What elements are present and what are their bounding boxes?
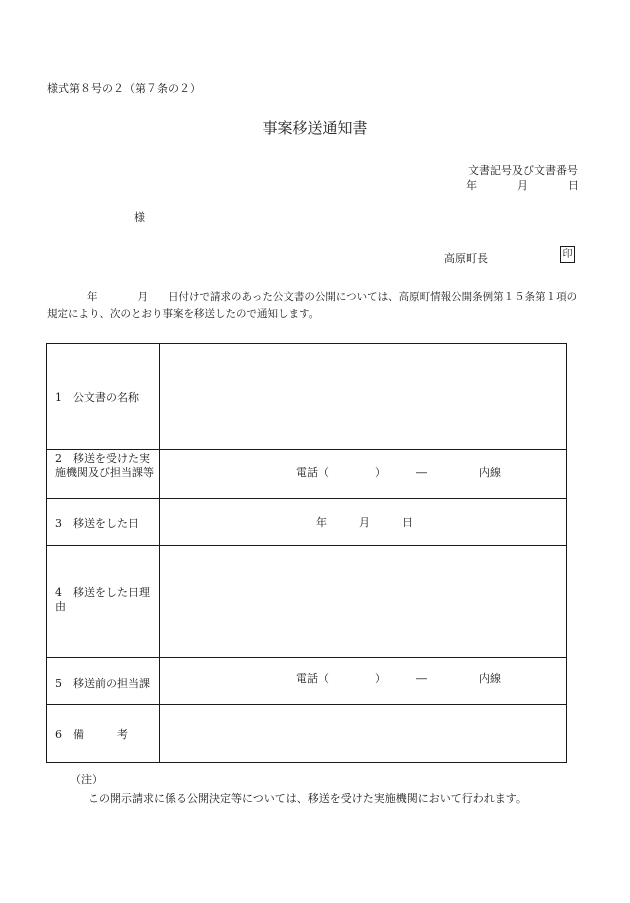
- phone-dash: ―: [415, 672, 427, 685]
- header-date-year: 年: [466, 179, 477, 192]
- table-row: [47, 546, 567, 658]
- row-label-cell: [47, 450, 160, 499]
- transfer-date: [316, 514, 413, 530]
- note-text: この開示請求に係る公開決定等については、移送を受けた実施機関において行われます。: [88, 792, 527, 805]
- phone-ext: 内線: [478, 672, 501, 685]
- table-row: [47, 450, 567, 499]
- table-row: [47, 705, 567, 763]
- header-date-month: 月: [517, 179, 528, 192]
- row-label: 2 移送を受けた実施機関及び担当課等: [55, 452, 154, 479]
- table-row: [47, 499, 567, 546]
- header-date: [466, 177, 579, 193]
- form-number: 様式第８号の２（第７条の２）: [47, 82, 201, 95]
- phone-line: [268, 451, 501, 493]
- doc-number-label: 文書記号及び文書番号: [468, 164, 578, 177]
- remarks-field[interactable]: [160, 705, 567, 763]
- row-label-cell: [47, 546, 160, 658]
- sender-name: 高原町長: [444, 252, 488, 265]
- addressee-suffix: 様: [134, 211, 145, 224]
- transfer-date-day: 日: [402, 516, 413, 529]
- body-year: 年: [87, 291, 98, 303]
- row-label: 5 移送前の担当課: [55, 677, 150, 690]
- row-label: 3 移送をした日: [55, 517, 139, 530]
- phone-label: 電話（: [295, 672, 329, 685]
- table-row: [47, 658, 567, 705]
- phone-close: ）: [374, 672, 386, 685]
- phone-label: 電話（: [295, 466, 329, 479]
- row-label-cell: [47, 499, 160, 546]
- row-label: 1 公文書の名称: [55, 391, 139, 404]
- row-label: 4 移送をした日理由: [55, 586, 150, 613]
- transfer-date-month: 月: [359, 516, 370, 529]
- phone-ext: 内線: [478, 466, 501, 479]
- document-name-field[interactable]: [160, 344, 567, 450]
- body-month: 月: [137, 291, 148, 303]
- document-title: 事案移送通知書: [262, 119, 368, 137]
- row-label-cell: [47, 705, 160, 763]
- transfer-date-field[interactable]: [160, 499, 567, 546]
- note-heading: （注）: [70, 773, 103, 786]
- seal-mark: 印: [560, 246, 575, 263]
- transfer-date-year: 年: [316, 516, 327, 529]
- table-row: [47, 344, 567, 450]
- row-label: 6 備 考: [55, 728, 128, 741]
- header-date-day: 日: [568, 179, 579, 192]
- phone-dash: ―: [415, 466, 427, 479]
- transfer-reason-field[interactable]: [160, 546, 567, 658]
- body-text: 日付けで請求のあった公文書の公開については、高原町情報公開条例第１５条第１項の規定により、次のとおり事案を移送したので通知します。: [47, 291, 578, 320]
- phone-close: ）: [374, 466, 386, 479]
- row-label-cell: [47, 344, 160, 450]
- transfer-form-table: [46, 343, 567, 763]
- body-paragraph: [47, 289, 583, 323]
- previous-section-field[interactable]: [160, 658, 567, 705]
- phone-line: [268, 657, 501, 699]
- row-label-cell: [47, 658, 160, 705]
- receiving-agency-field[interactable]: [160, 450, 567, 499]
